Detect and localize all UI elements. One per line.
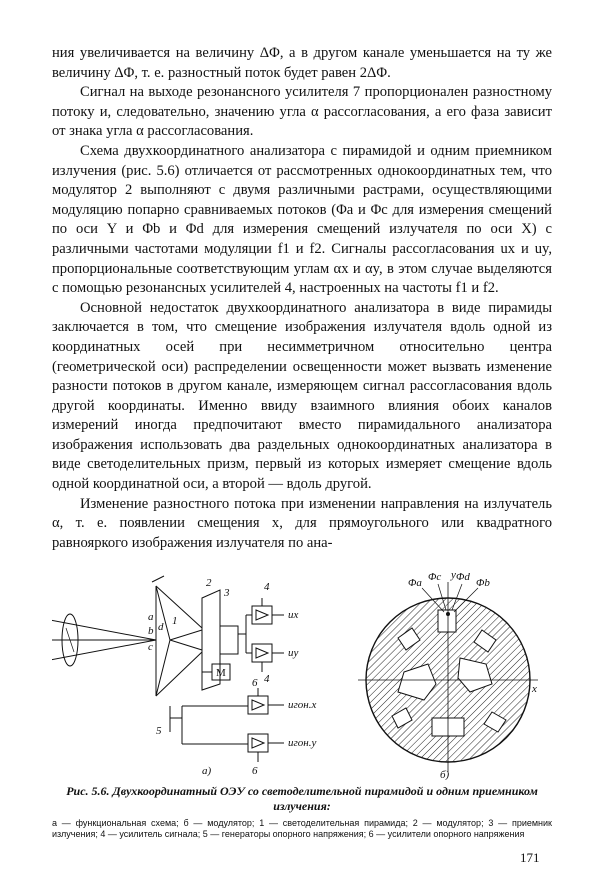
functional-scheme-labels — [148, 577, 316, 777]
paragraph-2: Сигнал на выходе резонансного усилителя 7 пропорционален разностному потоку и, следовательно, значению угла α рассогласования, а его фаза зависит от знака угла α рассогласования. — [52, 84, 552, 140]
label-ugon-x: uгон.x — [288, 699, 317, 711]
label-x-axis: x — [532, 683, 537, 695]
figure-caption: Рис. 5.6. Двухкоординатный ОЭУ со светоделительной пирамидой и одним приемником излучения: — [66, 784, 538, 813]
label-3: 3 — [224, 587, 230, 599]
label-6b: 6 — [252, 765, 258, 777]
label-a: a — [148, 611, 154, 623]
label-phi-d: Φd — [456, 571, 470, 583]
label-4a: 4 — [264, 581, 270, 593]
functional-scheme — [52, 576, 284, 762]
paragraph-3: Схема двухкоординатного анализатора с пирамидой и одним приемником излучения (рис. 5.6) отличается от рассмотренных однокоординатных тем, что модулятор 2 выполняют с двумя различными растрами, осуществляющими модуляцию попарно сравниваемых потоков (Φa и Φc для измерения смещений по оси Y и Φb и Φd для измерения смещений излучателя по оси X) с различными частотами модуляции f1 и f2. Сигналы рассогласования ux и uy, пропорциональные соответствующим углам αx и αy, в этом случае выделяются с помощью резонансных усилителей 4, настроенных на частоты f1 и f2. — [52, 142, 552, 297]
label-d: d — [158, 621, 164, 633]
pyramid-icon — [156, 586, 170, 696]
label-subfig-a: а) — [202, 765, 212, 777]
label-phi-c: Φc — [428, 571, 442, 583]
label-1: 1 — [172, 615, 178, 627]
label-uy: uy — [288, 647, 299, 659]
label-b: b — [148, 625, 154, 637]
label-ugon-y: uгон.y — [288, 737, 317, 749]
label-c: c — [148, 641, 153, 653]
label-subfig-b: б) — [440, 769, 450, 780]
paragraph-4: Основной недостаток двухкоординатного анализатора в виде пирамиды заключается в том, что смещение изображения излучателя вдоль одной из координатных осей при несимметричном относительно центра (геометрической оси) распределении освещенности может вызвать изменение разности потоков в другом канале, измеряющем сигнал рассогласования вдоль другой координаты. Именно ввиду взаимного влияния обоих каналов измерений иногда предпочитают вместо пирамидального анализатора изображения использовать два раздельных однокоординатных анализатора в виде светоделительных призм, первый из которых измеряет смещение вдоль одной координатной оси, а второй — вдоль другой. — [52, 299, 552, 493]
paragraph-5: Изменение разностного потока при изменении направления на излучатель α, т. е. появлении смещения x, для прямоугольного или квадратного равнояркого изображения излучателя по ана- — [52, 495, 552, 551]
label-phi-b: Φb — [476, 577, 490, 589]
label-phi-a: Φa — [408, 577, 422, 589]
receiver-icon — [220, 626, 238, 654]
figure-legend: а — функциональная схема; б — модулятор; 1 — светоделительная пирамида; 2 — модулятор; 3 — приемник излучения; 4 — усилитель сигнала; 5 — генераторы опорного напряжения; 6 — усилители опорного напряжения — [52, 818, 552, 839]
body-text — [52, 44, 552, 553]
paragraph-1: ния увеличивается на величину ΔΦ, а в другом канале уменьшается на ту же величину ΔΦ, т. е. разностный поток будет равен 2ΔΦ. — [52, 45, 552, 81]
label-4b: 4 — [264, 673, 270, 685]
label-5: 5 — [156, 725, 162, 737]
figure-5-6 — [52, 568, 552, 780]
page-number: 171 — [520, 850, 540, 865]
label-ux: ux — [288, 609, 299, 621]
label-6a: 6 — [252, 677, 258, 689]
modulator-disc — [358, 582, 538, 772]
label-2: 2 — [206, 577, 212, 589]
label-y-axis: y — [451, 569, 456, 581]
label-motor: M — [216, 667, 226, 679]
